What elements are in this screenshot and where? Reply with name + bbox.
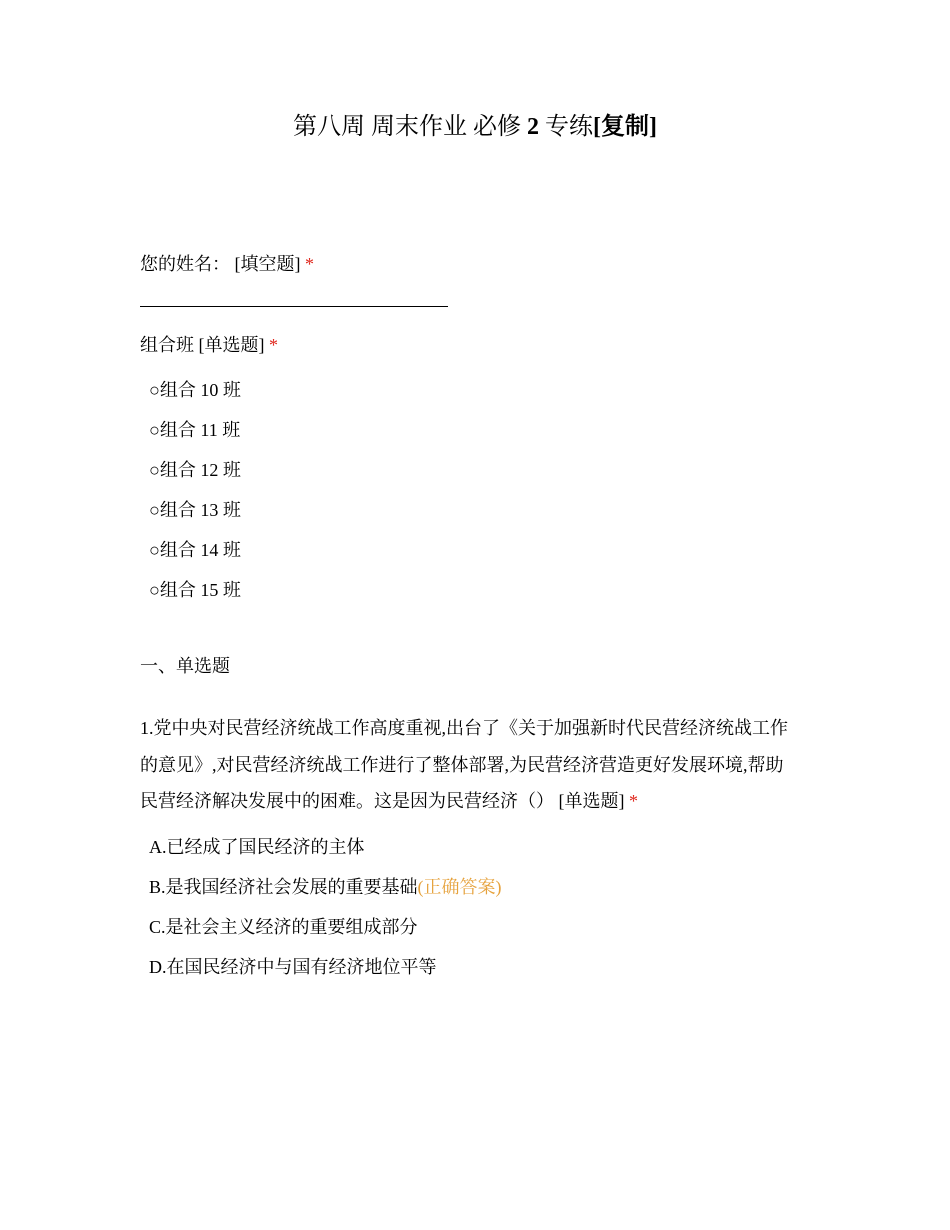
correct-answer-tag: (正确答案): [417, 877, 502, 897]
required-mark: *: [305, 254, 314, 274]
answer-option-a[interactable]: [149, 834, 365, 860]
question-1-line-text: 民营经济解决发展中的困难。这是因为民营经济（）: [140, 791, 554, 811]
answer-option-b[interactable]: [149, 874, 502, 900]
option-text: D.在国民经济中与国有经济地位平等: [149, 957, 437, 977]
title-copy-suffix: [复制]: [593, 114, 657, 140]
class-option[interactable]: ○组合 11 班: [149, 420, 241, 440]
option-text: C.是社会主义经济的重要组成部分: [149, 917, 418, 937]
question-1-line: 的意见》,对民营经济统战工作进行了整体部署,为民营经济营造更好发展环境,帮助: [140, 754, 784, 775]
name-input-line[interactable]: [140, 306, 448, 307]
answer-option-c[interactable]: [149, 914, 418, 940]
name-question-type: [填空题]: [234, 254, 301, 274]
class-question-title: [140, 331, 278, 359]
name-question-title: [140, 250, 314, 278]
class-option[interactable]: ○组合 15 班: [149, 580, 241, 600]
section-heading: 一、单选题: [140, 656, 230, 676]
title-text-2: 专练: [545, 114, 593, 140]
required-mark: *: [269, 335, 278, 355]
question-1-line: 1.党中央对民营经济统战工作高度重视,出台了《关于加强新时代民营经济统战工作: [140, 718, 788, 738]
option-text: B.是我国经济社会发展的重要基础: [149, 877, 418, 897]
required-mark: *: [629, 791, 638, 811]
class-question-label: 组合班: [140, 335, 194, 355]
question-1-line-last: [140, 783, 820, 820]
option-text: A.已经成了国民经济的主体: [149, 837, 365, 857]
answer-option-d[interactable]: [149, 954, 437, 980]
name-question-label: 您的姓名：: [140, 254, 230, 274]
class-option[interactable]: ○组合 13 班: [149, 500, 241, 520]
class-question-type: [单选题]: [198, 335, 265, 355]
class-option[interactable]: ○组合 10 班: [149, 380, 241, 400]
class-option[interactable]: ○组合 12 班: [149, 460, 241, 480]
question-1-type: [单选题]: [558, 791, 625, 811]
page-title: [0, 110, 950, 144]
title-text: 第八周 周末作业 必修: [293, 114, 521, 140]
title-number: 2: [527, 114, 539, 140]
class-option[interactable]: ○组合 14 班: [149, 540, 241, 560]
question-1-text: [140, 710, 820, 820]
